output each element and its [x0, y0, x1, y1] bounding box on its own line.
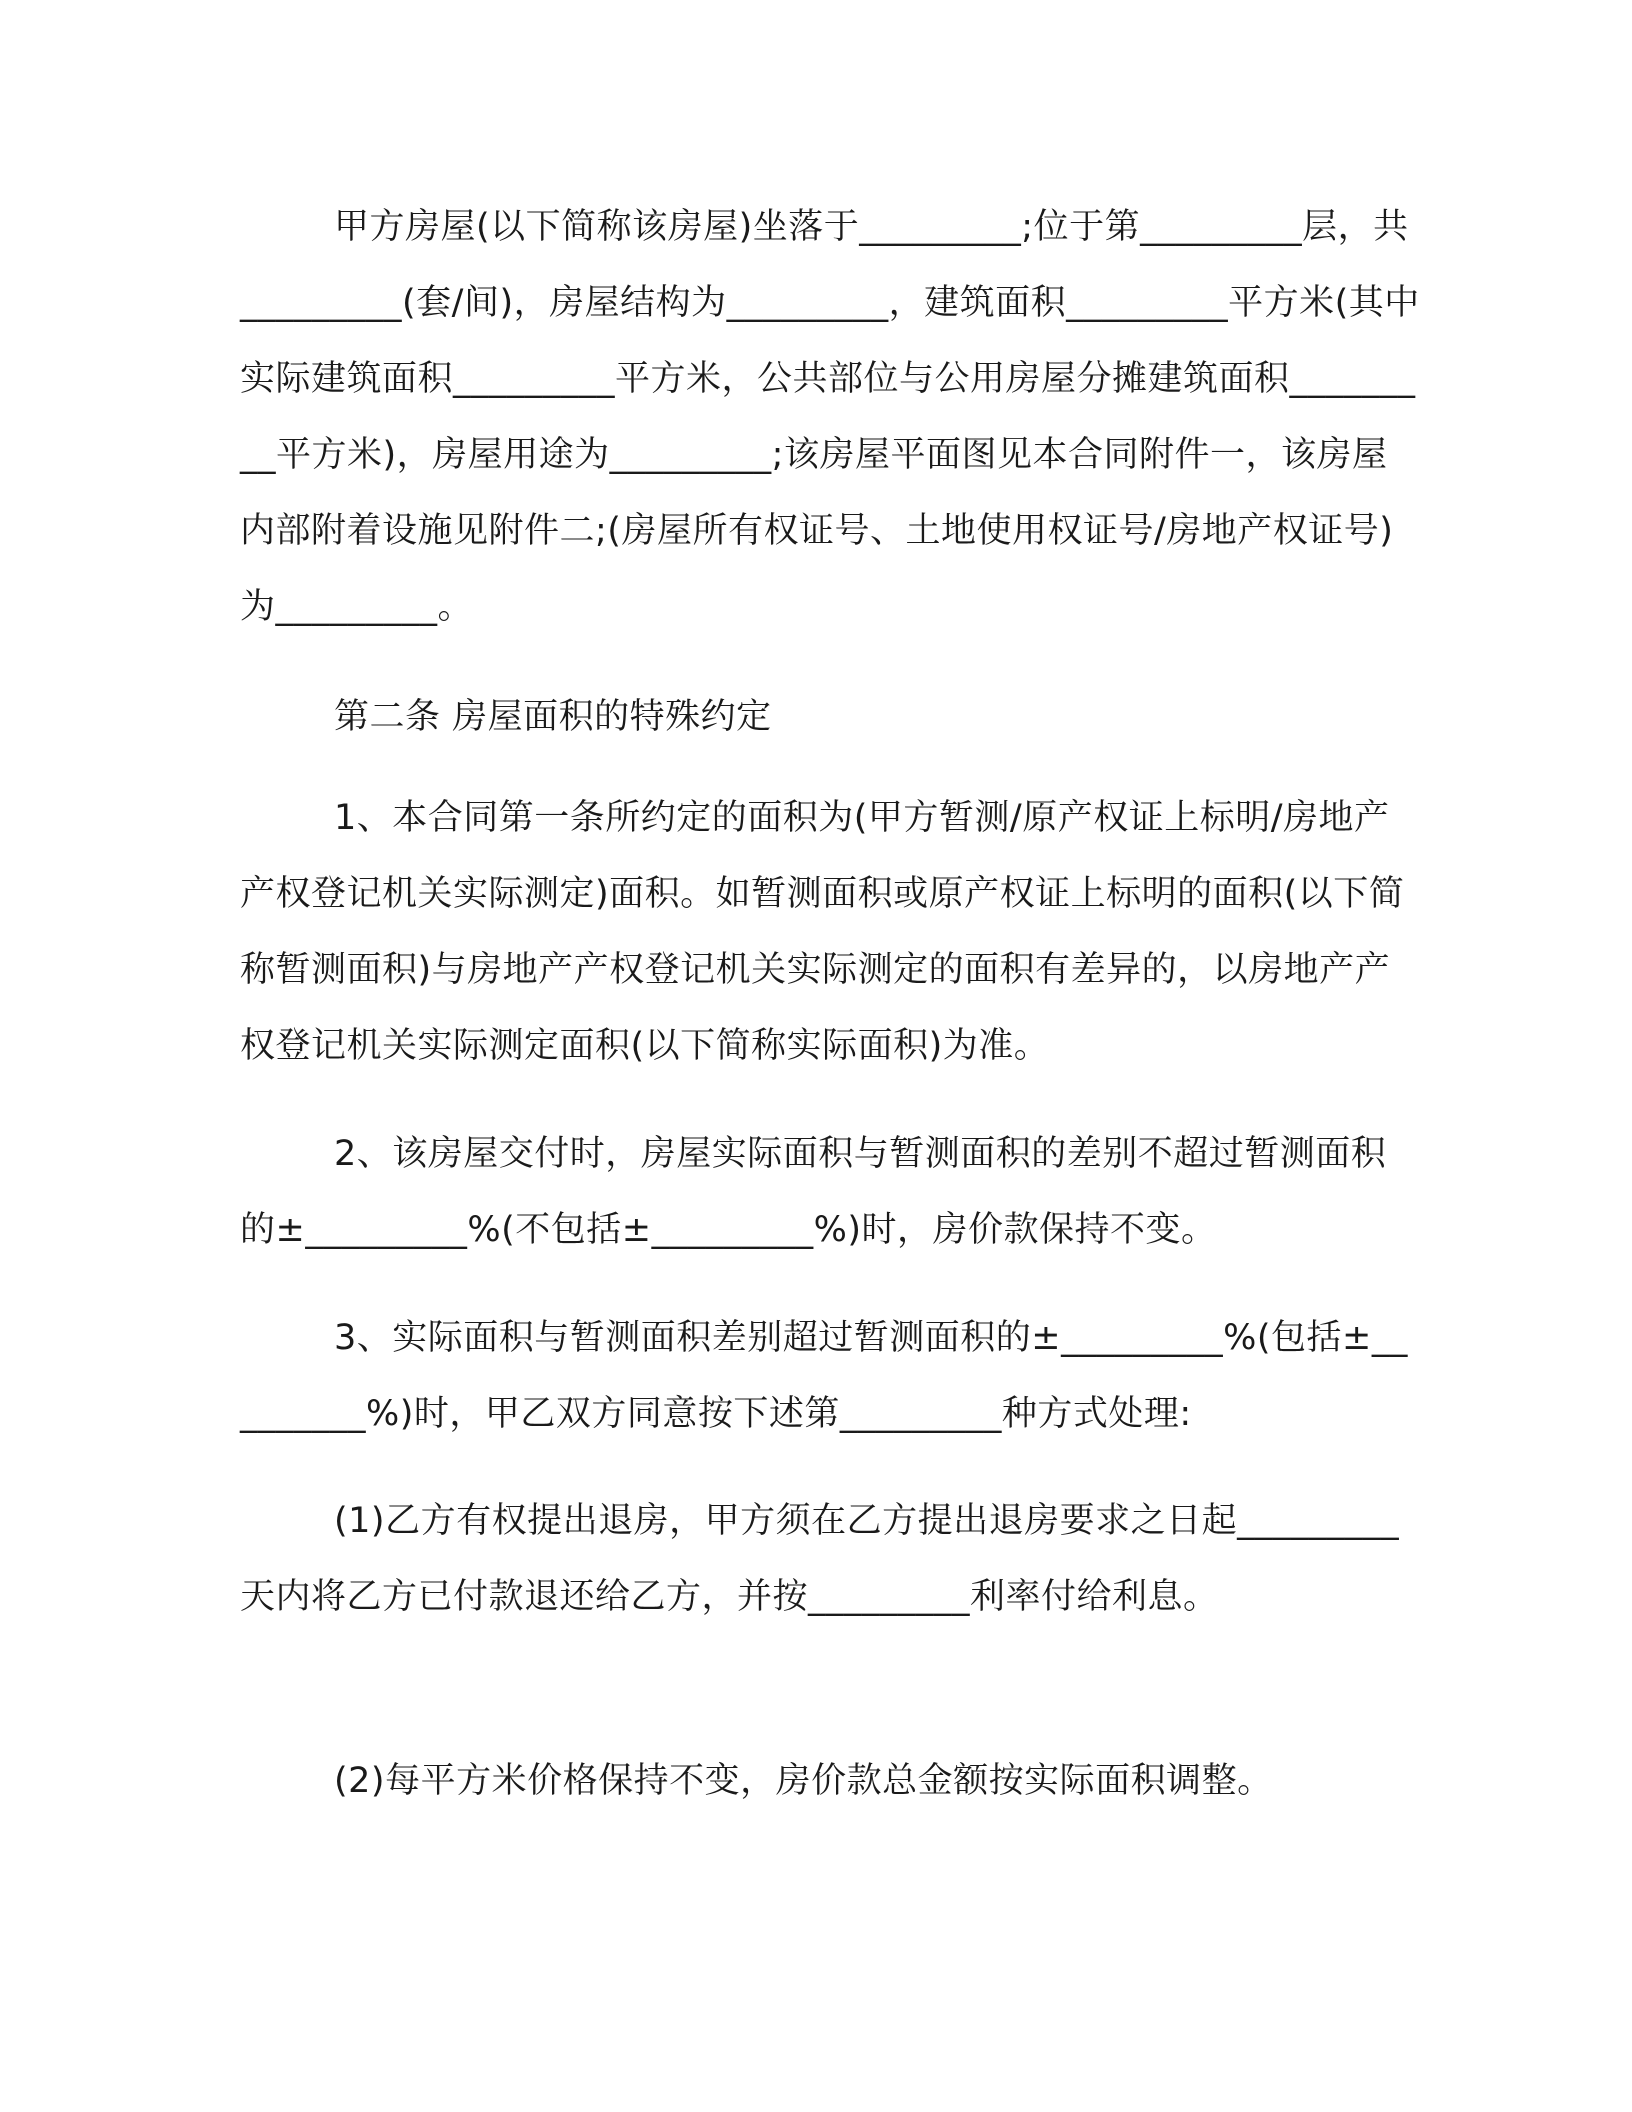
area-clause-item-1: 1、本合同第一条所约定的面积为(甲方暂测/原产权证上标明/房地产产权登记机关实际测定)面积。如暂测面积或原产权证上标明的面积(以下简称暂测面积)与房地产产权登记机关实际测定的面积有差异的，以房地产产权登记机关实际测定面积(以下简称实际面积)为准。: [240, 798, 1405, 1066]
section-2-heading: 第二条 房屋面积的特殊约定: [334, 697, 772, 737]
property-description-paragraph: 甲方房屋(以下简称该房屋)坐落于_________;位于第_________层，共_________(套/间)，房屋结构为_________，建筑面积_________平方米(其中实际建筑面积_________平方米，公共部位与公用房屋分摊建筑面积_________平方米)，房屋用途为_________;该房屋平面图见本合同附件一，该房屋内部附着设施见附件二;(房屋所有权证号、土地使用权证号/房地产权证号)为_________。: [240, 207, 1420, 627]
handling-option-1: (1)乙方有权提出退房，甲方须在乙方提出退房要求之日起_________天内将乙方已付款退还给乙方，并按_________利率付给利息。: [240, 1501, 1400, 1617]
handling-option-2: (2)每平方米价格保持不变，房价款总金额按实际面积调整。: [334, 1761, 1273, 1801]
area-clause-item-2: 2、该房屋交付时，房屋实际面积与暂测面积的差别不超过暂测面积的±_________%(不包括±_________%)时，房价款保持不变。: [240, 1134, 1387, 1250]
area-clause-item-3: 3、实际面积与暂测面积差别超过暂测面积的±_________%(包括±_________%)时，甲乙双方同意按下述第_________种方式处理:: [240, 1318, 1408, 1434]
